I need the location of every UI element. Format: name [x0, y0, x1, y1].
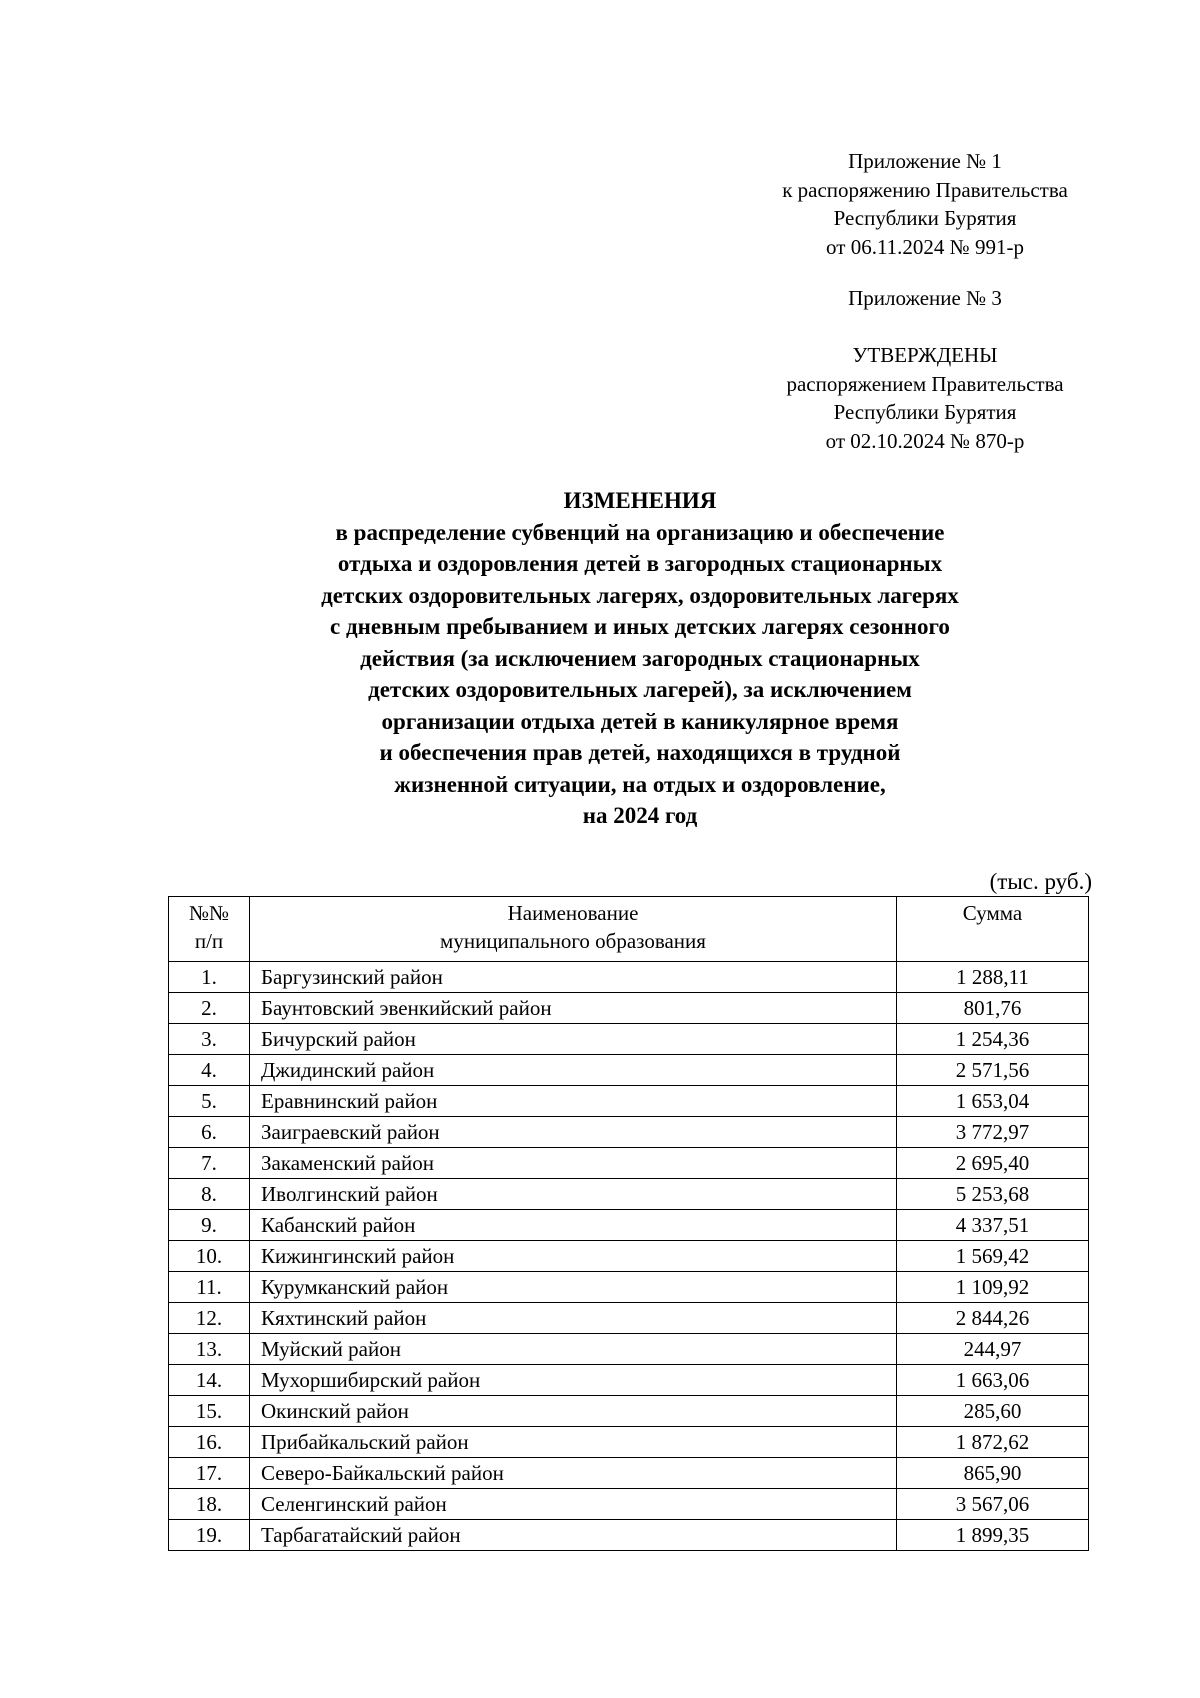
table-row — [169, 1210, 1089, 1241]
subsidy-amount: 3 567,06 — [897, 1489, 1089, 1520]
appendix-1-line: к распоряжению Правительства — [782, 177, 1068, 202]
table-row — [169, 1179, 1089, 1210]
row-number: 14. — [169, 1365, 250, 1396]
subsidy-amount: 801,76 — [897, 993, 1089, 1024]
municipality-name: Бичурский район — [250, 1024, 897, 1055]
table-row — [169, 1396, 1089, 1427]
municipality-name: Прибайкальский район — [250, 1427, 897, 1458]
table-row — [169, 1458, 1089, 1489]
table-row — [169, 1148, 1089, 1179]
row-number: 10. — [169, 1241, 250, 1272]
title-line: организации отдыха детей в каникулярное время — [381, 708, 899, 734]
approval-line: Республики Бурятия — [833, 400, 1017, 424]
row-number: 18. — [169, 1489, 250, 1520]
municipality-name: Закаменский район — [250, 1148, 897, 1179]
subsidy-amount: 1 254,36 — [897, 1024, 1089, 1055]
row-number: 9. — [169, 1210, 250, 1241]
municipality-name: Северо-Байкальский район — [250, 1458, 897, 1489]
table-row — [169, 1303, 1089, 1334]
appendix-3-label: Приложение № 3 — [848, 286, 1002, 310]
table-row — [169, 1334, 1089, 1365]
subsidy-amount: 2 844,26 — [897, 1303, 1089, 1334]
subsidy-amount: 1 653,04 — [897, 1086, 1089, 1117]
header-name — [250, 897, 897, 962]
municipality-name: Тарбагатайский район — [250, 1520, 897, 1551]
title-line: с дневным пребыванием и иных детских лагерях сезонного — [330, 614, 950, 639]
subsidy-amount: 1 288,11 — [897, 962, 1089, 993]
table-row — [169, 1024, 1089, 1055]
header-name-line: Наименование — [507, 901, 639, 925]
municipality-name: Муйский район — [250, 1334, 897, 1365]
row-number: 17. — [169, 1458, 250, 1489]
row-number: 7. — [169, 1148, 250, 1179]
title-line: отдыха и оздоровления детей в загородных стационарных — [337, 551, 943, 576]
title-line: детских оздоровительных лагерях, оздоровительных лагерях — [321, 582, 959, 608]
title-line: действия (за исключением загородных стационарных — [360, 645, 920, 671]
municipality-name: Баргузинский район — [250, 962, 897, 993]
municipality-name: Селенгинский район — [250, 1489, 897, 1520]
appendix-3-header — [730, 284, 1120, 313]
subsidy-amount: 4 337,51 — [897, 1210, 1089, 1241]
appendix-1-line: Приложение № 1 — [848, 149, 1002, 173]
municipality-name: Заиграевский район — [250, 1117, 897, 1148]
subsidy-amount: 3 772,97 — [897, 1117, 1089, 1148]
row-number: 3. — [169, 1024, 250, 1055]
row-number: 19. — [169, 1520, 250, 1551]
header-name-line: муниципального образования — [440, 929, 706, 953]
subsidy-amount: 244,97 — [897, 1334, 1089, 1365]
title-line: жизненной ситуации, на отдых и оздоровление, — [394, 771, 886, 797]
municipality-name: Баунтовский эвенкийский район — [250, 993, 897, 1024]
header-sum-label: Сумма — [962, 901, 1023, 925]
table-row — [169, 1117, 1089, 1148]
subsidy-amount: 865,90 — [897, 1458, 1089, 1489]
header-num-line: №№ — [188, 901, 230, 925]
subsidy-amount: 285,60 — [897, 1396, 1089, 1427]
municipality-name: Еравнинский район — [250, 1086, 897, 1117]
row-number: 5. — [169, 1086, 250, 1117]
subsidy-amount: 1 899,35 — [897, 1520, 1089, 1551]
municipality-name: Кяхтинский район — [250, 1303, 897, 1334]
title-line: и обеспечения прав детей, находящихся в трудной — [379, 740, 901, 765]
municipality-name: Джидинский район — [250, 1055, 897, 1086]
header-num-line: п/п — [194, 929, 224, 953]
municipality-name: Курумканский район — [250, 1272, 897, 1303]
municipality-name: Окинский район — [250, 1396, 897, 1427]
distribution-table — [168, 896, 1089, 1551]
table-row — [169, 1489, 1089, 1520]
approval-line: от 02.10.2024 № 870-р — [825, 428, 1025, 453]
table-body — [169, 962, 1089, 1551]
title-line: ИЗМЕНЕНИЯ — [563, 488, 717, 513]
subsidy-amount: 1 569,42 — [897, 1241, 1089, 1272]
table-row — [169, 1427, 1089, 1458]
row-number: 11. — [169, 1272, 250, 1303]
table-row — [169, 1272, 1089, 1303]
table-row — [169, 1055, 1089, 1086]
municipality-name: Кабанский район — [250, 1210, 897, 1241]
subsidy-amount: 5 253,68 — [897, 1179, 1089, 1210]
table-row — [169, 1241, 1089, 1272]
header-num — [169, 897, 250, 962]
table-row — [169, 962, 1089, 993]
row-number: 16. — [169, 1427, 250, 1458]
appendix-1-line: от 06.11.2024 № 991-р — [826, 234, 1024, 259]
row-number: 13. — [169, 1334, 250, 1365]
approval-line: распоряжением Правительства — [786, 371, 1064, 396]
document-title — [160, 485, 1120, 832]
subsidy-amount: 1 872,62 — [897, 1427, 1089, 1458]
row-number: 12. — [169, 1303, 250, 1334]
table-row — [169, 1520, 1089, 1551]
row-number: 2. — [169, 993, 250, 1024]
table-header-row — [169, 897, 1089, 962]
table-row — [169, 1086, 1089, 1117]
row-number: 6. — [169, 1117, 250, 1148]
row-number: 4. — [169, 1055, 250, 1086]
title-line: в распределение субвенций на организацию и обеспечение — [335, 519, 945, 545]
title-line: на 2024 год — [582, 803, 698, 828]
table-row — [169, 993, 1089, 1024]
appendix-1-line: Республики Бурятия — [833, 206, 1017, 230]
approval-stamp — [730, 341, 1120, 455]
municipality-name: Иволгинский район — [250, 1179, 897, 1210]
subsidy-amount: 1 663,06 — [897, 1365, 1089, 1396]
table-row — [169, 1365, 1089, 1396]
unit-note: (тыс. руб.) — [989, 869, 1092, 894]
appendix-1-header — [730, 147, 1120, 261]
municipality-name: Мухоршибирский район — [250, 1365, 897, 1396]
subsidy-amount: 1 109,92 — [897, 1272, 1089, 1303]
row-number: 15. — [169, 1396, 250, 1427]
subsidy-amount: 2 695,40 — [897, 1148, 1089, 1179]
header-sum — [897, 897, 1089, 962]
subsidy-amount: 2 571,56 — [897, 1055, 1089, 1086]
row-number: 1. — [169, 962, 250, 993]
municipality-name: Кижингинский район — [250, 1241, 897, 1272]
title-line: детских оздоровительных лагерей), за исключением — [368, 677, 912, 702]
row-number: 8. — [169, 1179, 250, 1210]
approval-line: УТВЕРЖДЕНЫ — [852, 343, 998, 367]
